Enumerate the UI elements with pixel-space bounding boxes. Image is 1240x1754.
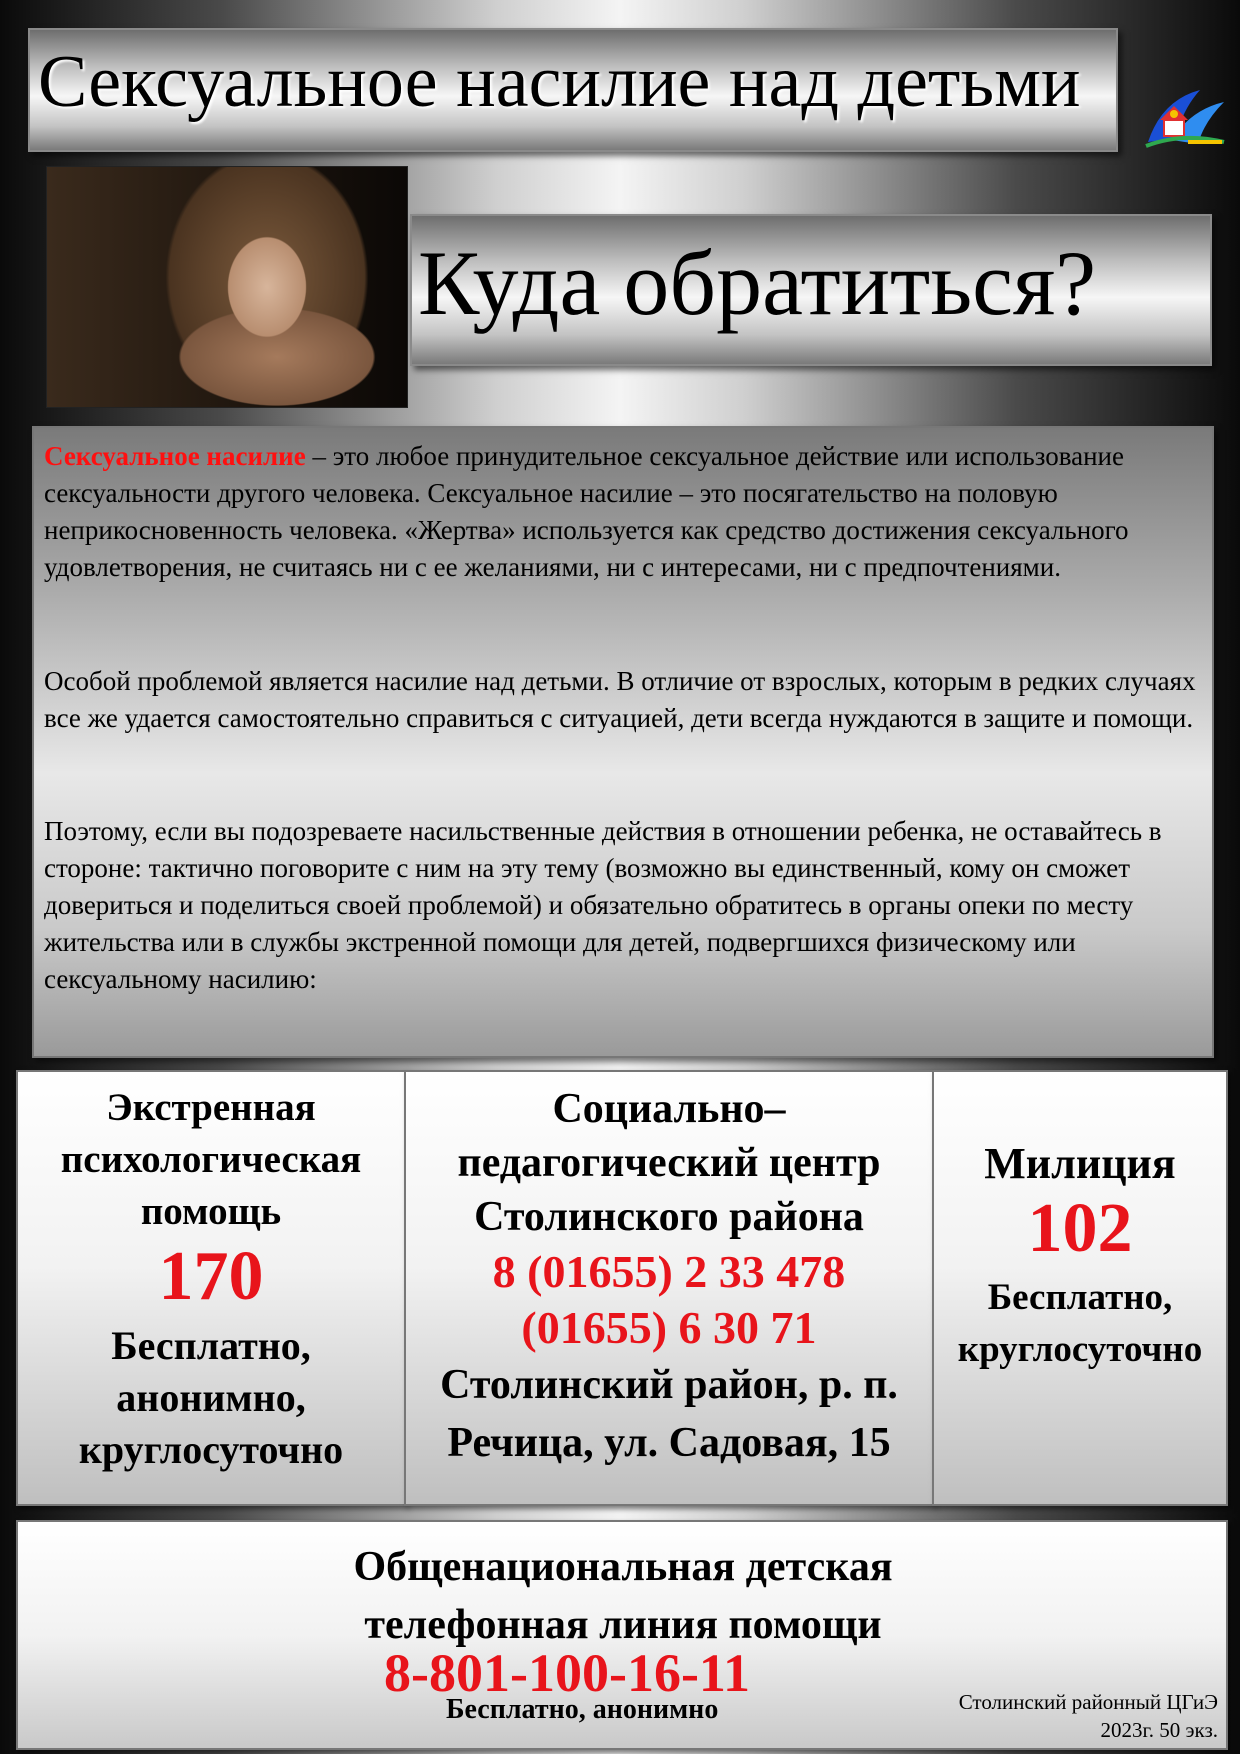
helpline-heading-line: Общенациональная детская (353, 1544, 893, 1590)
card-note: круглосуточно (957, 1329, 1203, 1370)
phone-number: 8 (01655) 2 33 478 (492, 1246, 846, 1297)
frightened-child-photo (46, 166, 408, 408)
card-heading: Милиция (984, 1139, 1176, 1188)
police-number: 102 (1027, 1190, 1133, 1267)
definition-paragraph (44, 438, 1204, 586)
card-heading: помощь (140, 1190, 282, 1233)
subtitle: Куда обратиться? (418, 232, 1097, 334)
house-emblem-logo-icon (1142, 80, 1228, 152)
credit-line: 2023г. 50 экз. (1100, 1718, 1218, 1742)
publisher-credit (959, 1688, 1218, 1744)
card-heading: педагогический центр (457, 1140, 881, 1186)
helpline-heading (18, 1538, 1228, 1654)
card-heading: психологическая (60, 1138, 362, 1181)
subtitle-banner (410, 214, 1212, 366)
title-banner (28, 28, 1118, 152)
address-line: Речица, ул. Садовая, 15 (447, 1420, 891, 1466)
social-pedagogical-center-card (404, 1070, 934, 1506)
helpline-heading-line: телефонная линия помощи (364, 1602, 882, 1648)
card-note: круглосуточно (78, 1427, 344, 1472)
problem-paragraph: Особой проблемой является насилие над детьми. В отличие от взрослых, которым в редких случаях все же удается самостоятельно справиться с ситуацией, дети всегда нуждаются в защите и помощи. (44, 666, 1196, 733)
helpline-phone: 8-801-100-16-11 (384, 1643, 750, 1703)
action-paragraph: Поэтому, если вы подозреваете насильственные действия в отношении ребенка, не оставайтесь в стороне: тактично поговорите с ним на эту тему (возможно вы единственный, кому он сможет довериться и поделиться своей проблемой) и обязательно обратитесь в органы опеки по месту жительства или в службы экстренной помощи для детей, подвергшихся физическому или сексуальному насилию: (44, 816, 1162, 994)
address-line: Столинский район, р. п. (440, 1362, 898, 1408)
police-card (932, 1070, 1228, 1506)
definition-term: Сексуальное насилие (44, 441, 306, 471)
page-title: Сексуальное насилие над детьми (38, 41, 1081, 123)
hotline-number: 170 (158, 1238, 264, 1315)
national-helpline-panel (16, 1520, 1228, 1750)
card-note: Бесплатно, (987, 1277, 1173, 1318)
phone-number: (01655) 6 30 71 (521, 1302, 817, 1353)
card-heading: Столинского района (474, 1194, 864, 1240)
card-heading: Социально– (552, 1086, 786, 1132)
info-panel (32, 426, 1214, 1058)
definition-text: – это любое принудительное сексуальное действие или использование сексуальности другого человека. Сексуальное насилие – это посягательство на половую неприкосновенность человека. «Жертва» используется как средство достижения сексуального удовлетворения, не считаясь ни с ее желаниями, ни с интересами, ни с предпочтениями. (44, 441, 1129, 582)
psychological-help-card (16, 1070, 406, 1506)
credit-line: Столинский районный ЦГиЭ (958, 1690, 1218, 1714)
card-heading: Экстренная (106, 1086, 316, 1129)
card-note: анонимно, (116, 1375, 306, 1420)
card-note: Бесплатно, (111, 1323, 311, 1368)
helpline-note: Бесплатно, анонимно (446, 1694, 719, 1725)
